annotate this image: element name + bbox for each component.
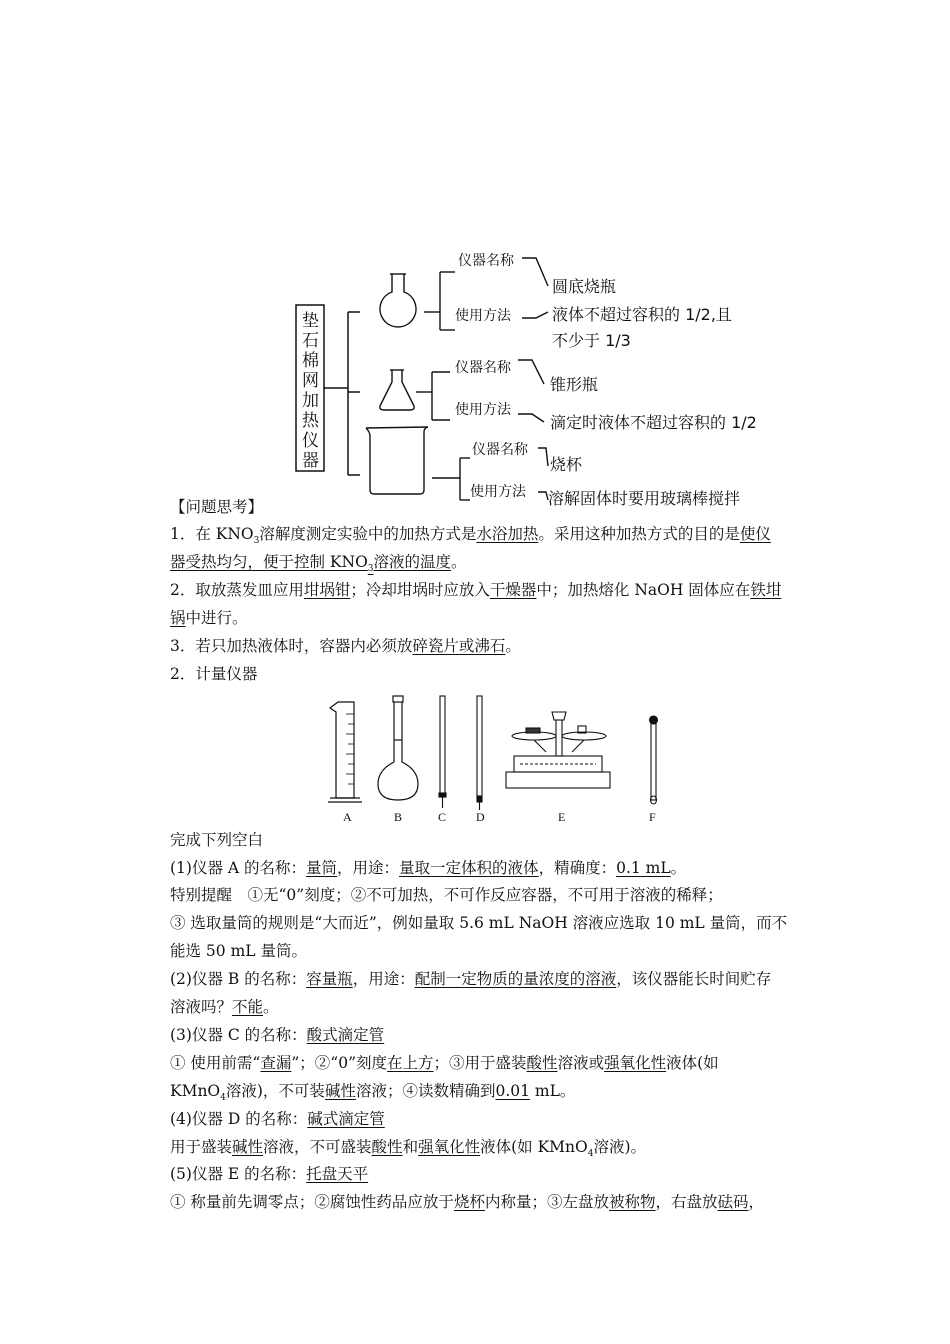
balance-icon <box>506 712 610 788</box>
group3-labels <box>470 442 529 500</box>
svg-text:使用方法: 使用方法 <box>455 308 511 324</box>
svg-text:仪: 仪 <box>302 431 319 451</box>
svg-text:锥形瓶: 锥形瓶 <box>550 375 599 394</box>
answer-blank: 烧杯 <box>453 1193 485 1211</box>
answer-blank: 干燥器 <box>489 581 537 599</box>
answer-blank: 配制一定物质的量浓度的溶液 <box>414 970 617 988</box>
svg-text:溶解固体时要用玻璃棒搅拌: 溶解固体时要用玻璃棒搅拌 <box>548 489 741 508</box>
answer-blank: 锅 <box>170 609 186 627</box>
group2-values <box>550 375 757 432</box>
section-2-title: 2．计量仪器 <box>170 665 258 683</box>
item-a-line-2: 特别提醒 ①无“0”刻度；②不可加热，不可作反应容器，不可用于溶液的稀释； <box>170 886 723 904</box>
answer-blank: 砝码 <box>717 1193 749 1211</box>
answer-blank: 强氧化性 <box>604 1054 667 1072</box>
answer-blank: 铁坩 <box>750 581 782 599</box>
base-burette-icon <box>477 696 482 810</box>
group1-values <box>552 277 732 350</box>
svg-text:液体不超过容积的 1/2,且: 液体不超过容积的 1/2,且 <box>552 305 732 324</box>
answer-blank: 水浴加热 <box>476 525 539 543</box>
group2-labels <box>455 360 512 418</box>
answer-blank: 查漏 <box>260 1054 292 1072</box>
answer-blank: 在上方 <box>387 1054 434 1072</box>
acid-burette-icon <box>439 696 446 808</box>
svg-text:石: 石 <box>302 331 319 351</box>
answer-blank: 酸性 <box>371 1138 403 1156</box>
answer-blank: 碱式滴定管 <box>307 1110 385 1128</box>
answer-blank: 量筒 <box>306 859 338 877</box>
item-a-line-4: 能选 50 mL 量筒。 <box>170 942 307 960</box>
volumetric-flask-icon <box>378 696 418 800</box>
beaker-icon <box>366 427 428 494</box>
svg-text:器: 器 <box>302 451 319 471</box>
graduated-cylinder-icon <box>328 702 362 802</box>
svg-text:网: 网 <box>302 371 319 391</box>
answer-blank: 使仪 <box>739 525 771 543</box>
answer-blank: 托盘天平 <box>306 1165 369 1183</box>
answer-blank: 酸式滴定管 <box>306 1026 385 1044</box>
answer-blank: 溶液的温度 <box>373 553 452 571</box>
svg-text:仪器名称: 仪器名称 <box>458 253 514 269</box>
svg-text:使用方法: 使用方法 <box>455 402 511 418</box>
svg-text:圆底烧瓶: 圆底烧瓶 <box>552 277 617 296</box>
svg-text:垫: 垫 <box>302 311 319 331</box>
figure-label-e: E <box>558 810 566 824</box>
svg-text:热: 热 <box>302 411 319 431</box>
answer-blank: 碱性 <box>232 1138 264 1156</box>
answer-blank: 量取一定体积的液体 <box>399 859 539 877</box>
item-d-line-1: (4)仪器 D 的名称：碱式滴定管 <box>170 1110 385 1128</box>
question-2-line-1: 2．取放蒸发皿应用坩埚钳；冷却坩埚时应放入干燥器中；加热熔化 NaOH 固体应在铁坩 <box>170 581 782 599</box>
figure-label-b: B <box>394 810 403 824</box>
heating-apparatus-diagram <box>0 0 950 520</box>
question-2-line-2: 锅中进行。 <box>170 609 248 627</box>
item-a-line-3: ③ 选取量筒的规则是“大而近”，例如量取 5.6 mL NaOH 溶液应选取 10 mL 量筒，而不 <box>170 914 788 932</box>
vertical-label <box>302 311 320 471</box>
fill-title: 完成下列空白 <box>170 831 264 849</box>
main-bracket <box>324 312 360 475</box>
item-c-line-1: (3)仪器 C 的名称：酸式滴定管 <box>170 1026 385 1044</box>
figure-label-f: F <box>649 810 656 824</box>
thermometer-icon <box>650 716 658 804</box>
answer-blank: 0.01 <box>495 1082 530 1100</box>
item-c-line-3: KMnO$_4$溶液)，不可装碱性溶液；④读数精确到0.01 mL。 <box>170 1082 576 1104</box>
svg-text:不少于 1/3: 不少于 1/3 <box>552 331 631 350</box>
item-d-line-2: 用于盛装碱性溶液，不可盛装酸性和强氧化性液体(如 KMnO$_4$溶液)。 <box>170 1138 647 1160</box>
item-b-line-2: 溶液吗？不能。 <box>170 998 279 1016</box>
round-bottom-flask-icon <box>380 274 416 327</box>
answer-blank: 坩埚钳 <box>303 581 351 599</box>
answer-blank: 碱性 <box>324 1082 356 1100</box>
svg-text:加: 加 <box>302 391 319 411</box>
item-e-line-2: ① 称量前先调零点；②腐蚀性药品应放于烧杯内称量；③左盘放被称物，右盘放砝码， <box>170 1193 765 1211</box>
item-a-line-1: (1)仪器 A 的名称：量筒，用途：量取一定体积的液体，精确度：0.1 mL。 <box>170 859 687 877</box>
answer-blank: 0.1 mL <box>616 859 671 877</box>
question-3: 3．若只加热液体时，容器内必须放碎瓷片或沸石。 <box>170 637 521 655</box>
section-heading: 【问题思考】 <box>170 498 264 516</box>
answer-blank: 碎瓷片或沸石 <box>412 637 506 655</box>
svg-text:仪器名称: 仪器名称 <box>472 442 528 458</box>
group1-labels <box>455 253 515 324</box>
answer-blank: 器受热均匀，便于控制 KNO <box>170 553 368 571</box>
question-1-line-1: 1．在 $KNO_3$溶解度测定实验中的加热方式是水浴加热。采用这种加热方式的目的是使仪 <box>170 525 771 547</box>
item-c-line-2: ① 使用前需“查漏”；②“0”刻度在上方；③用于盛装酸性溶液或强氧化性液体(如 <box>170 1054 719 1072</box>
measuring-instruments-figure <box>320 690 680 830</box>
figure-label-a: A <box>343 810 352 824</box>
item-b-line-1: (2)仪器 B 的名称：容量瓶，用途：配制一定物质的量浓度的溶液，该仪器能长时间贮存 <box>170 970 772 988</box>
figure-label-d: D <box>476 810 485 824</box>
answer-blank: 强氧化性 <box>418 1138 481 1156</box>
question-1-line-2: 器受热均匀，便于控制 $KNO_3$溶液的温度。 <box>170 553 467 575</box>
figure-label-c: C <box>438 810 447 824</box>
svg-text:棉: 棉 <box>302 351 319 371</box>
answer-blank: 被称物 <box>608 1193 656 1211</box>
item-e-line-1: (5)仪器 E 的名称：托盘天平 <box>170 1165 369 1183</box>
answer-blank: 不能 <box>232 998 264 1016</box>
conical-flask-icon <box>380 370 414 410</box>
svg-text:仪器名称: 仪器名称 <box>455 360 511 376</box>
svg-text:使用方法: 使用方法 <box>470 484 526 500</box>
svg-text:烧杯: 烧杯 <box>550 455 583 474</box>
svg-text:滴定时液体不超过容积的 1/2: 滴定时液体不超过容积的 1/2 <box>550 413 757 432</box>
answer-blank: 容量瓶 <box>306 970 353 988</box>
answer-blank: 酸性 <box>526 1054 558 1072</box>
